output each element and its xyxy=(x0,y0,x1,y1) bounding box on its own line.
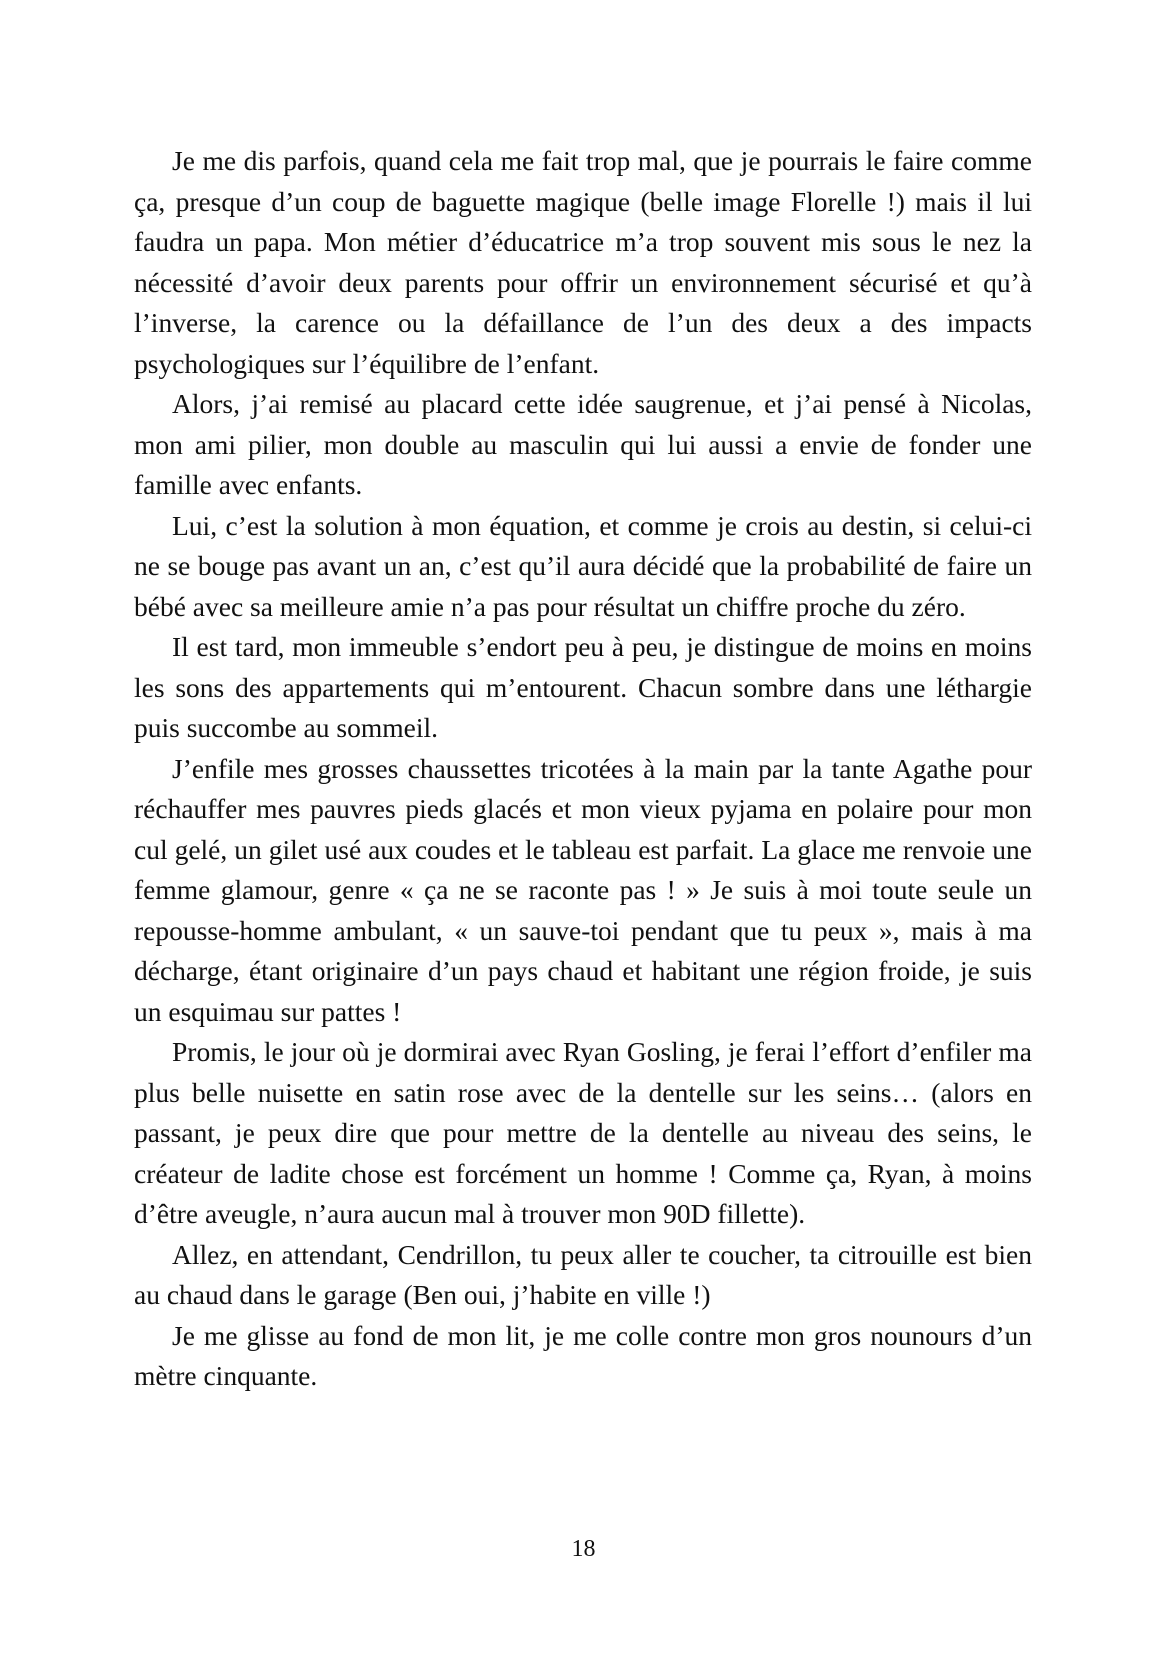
paragraph: Allez, en attendant, Cendrillon, tu peux aller te coucher, ta citrouille est bien au chaud dans le garage (Ben oui, j’habite en ville !) xyxy=(134,1238,1032,1310)
paragraph: Il est tard, mon immeuble s’endort peu à peu, je distingue de moins en moins les sons des appartements qui m’entourent. Chacun sombre dans une léthargie puis succombe au sommeil. xyxy=(134,631,1032,743)
body-text xyxy=(134,141,1032,1397)
paragraph: Promis, le jour où je dormirai avec Ryan Gosling, je ferai l’effort d’enfiler ma plus belle nuisette en satin rose avec de la dentelle sur les seins… (alors en passant, je peux dire que pour mettre de la dentelle au niveau des seins, le créateur de ladite chose est forcément un homme ! Comme ça, Ryan, à moins d’être aveugle, n’aura aucun mal à trouver mon 90D fillette). xyxy=(134,1036,1032,1229)
page-number: 18 xyxy=(571,1536,596,1562)
paragraph: Alors, j’ai remisé au placard cette idée saugrenue, et j’ai pensé à Nicolas, mon ami pilier, mon double au masculin qui lui aussi a envie de fonder une famille avec enfants. xyxy=(134,388,1032,500)
paragraph: Lui, c’est la solution à mon équation, et comme je crois au destin, si celui-ci ne se bouge pas avant un an, c’est qu’il aura décidé que la probabilité de faire un bébé avec sa meilleure amie n’a pas pour résultat un chiffre proche du zéro. xyxy=(134,509,1032,622)
paragraph: J’enfile mes grosses chaussettes tricotées à la main par la tante Agathe pour réchauffer mes pauvres pieds glacés et mon vieux pyjama en polaire pour mon cul gelé, un gilet usé aux coudes et le tableau est parfait. La glace me renvoie une femme glamour, genre « ça ne se raconte pas ! » Je suis à moi toute seule un repousse-homme ambulant, « un sauve-toi pendant que tu peux », mais à ma décharge, étant originaire d’un pays chaud et habitant une région froide, je suis un esquimau sur pattes ! xyxy=(134,752,1032,1027)
paragraph: Je me dis parfois, quand cela me fait trop mal, que je pourrais le faire comme ça, presque d’un coup de baguette magique (belle image Florelle !) mais il lui faudra un papa. Mon métier d’éducatrice m’a trop souvent mis sous le nez la nécessité d’avoir deux parents pour offrir un environnement sécurisé et qu’à l’inverse, la carence ou la défaillance de l’un des deux a des impacts psychologiques sur l’équilibre de l’enfant. xyxy=(134,145,1032,379)
paragraph: Je me glisse au fond de mon lit, je me colle contre mon gros nounours d’un mètre cinquante. xyxy=(134,1319,1032,1391)
